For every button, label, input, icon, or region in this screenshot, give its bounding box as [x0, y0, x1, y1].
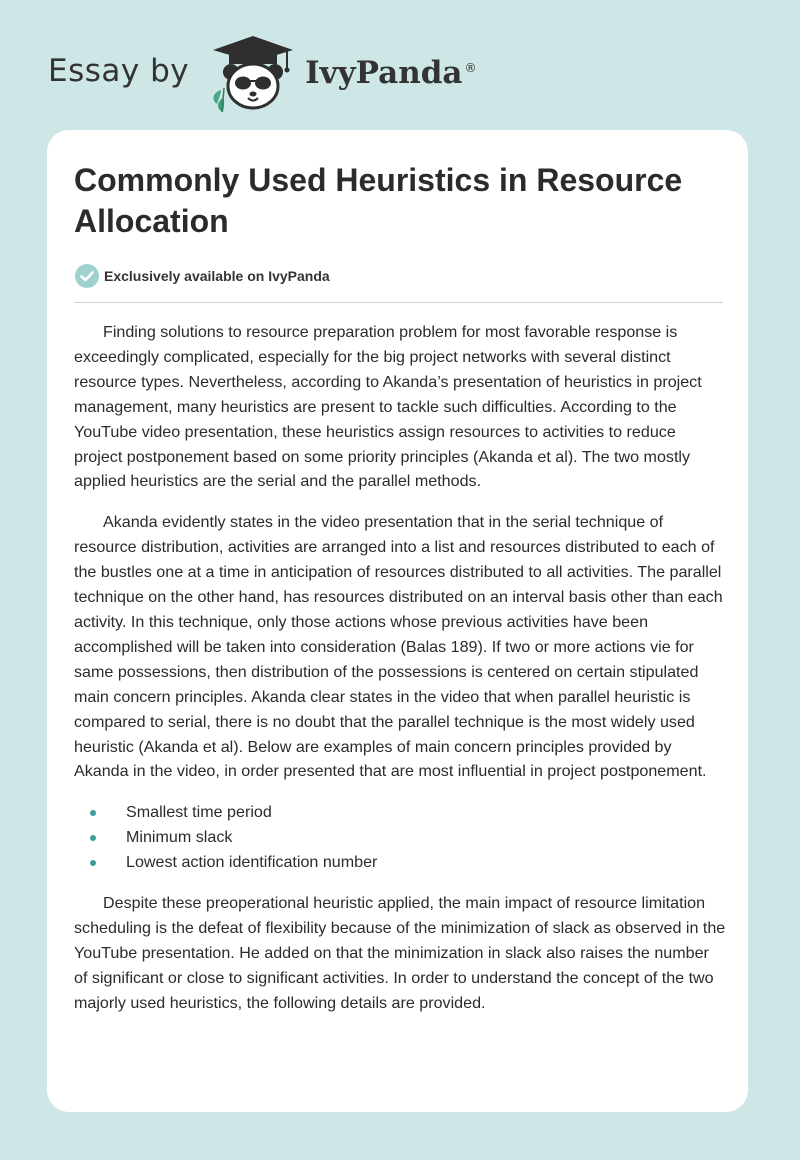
- paragraph: Akanda evidently states in the video presentation that in the serial technique of resource distribution, activities are arranged into a list and resources distributed to each of the bustles one at a time in anticipation of resources distributed to all activities. The parallel technique on the other hand, has resources distributed on an interval basis other than each activity. In this technique, only those actions whose previous activities have been accomplished will be taken into consideration (Balas 189). If two or more actions vie for same possessions, then distribution of the possessions is centered on certain stipulated main concern principles. Akanda clear states in the video that when parallel heuristic is compared to serial, there is no doubt that the parallel technique is the most widely used heuristic (Akanda et al). Below are examples of main concern principles provided by Akanda in the video, in order presented that are most influential in project postponement.: [74, 513, 723, 781]
- brand-name: [305, 55, 476, 91]
- bullet-icon: [90, 835, 96, 841]
- exclusive-badge: [74, 263, 330, 289]
- paragraph: Finding solutions to resource preparation problem for most favorable response is exceedingly complicated, especially for the big project networks with several distinct resource types. Nevertheless, according to Akanda’s presentation of heuristics in project management, many heuristics are present to tackle such difficulties. According to the YouTube video presentation, these heuristics assign resources to activities to reduce project postponement based on some priority principles (Akanda et al). The two mostly applied heuristics are the serial and the parallel methods.: [74, 323, 702, 491]
- list-item-text: Lowest action identification number: [126, 853, 378, 872]
- article-body: [74, 320, 726, 1032]
- check-circle-icon: [74, 263, 100, 289]
- brand-prefix: Essay by: [48, 53, 190, 89]
- registered-mark: ®: [464, 60, 477, 75]
- bullet-list: [74, 800, 726, 875]
- paragraph: Despite these preoperational heuristic applied, the main impact of resource limitation scheduling is the defeat of flexibility because of the minimization of slack as observed in the YouTube presentation. He added on that the minimization in slack also raises the number of significant or close to significant activities. In order to understand the concept of the two majorly used heuristics, the following details are provided.: [74, 894, 726, 1012]
- divider: [74, 302, 723, 303]
- brand-header: [48, 34, 477, 114]
- list-item: [74, 800, 726, 825]
- bullet-icon: [90, 810, 96, 816]
- page-title: Commonly Used Heuristics in Resource Allocation: [74, 162, 683, 239]
- list-item-text: Minimum slack: [126, 828, 233, 847]
- brand-name-text: IvyPanda: [305, 55, 463, 91]
- article-card: [47, 130, 748, 1112]
- exclusive-label: Exclusively available on IvyPanda: [104, 268, 330, 284]
- list-item: [74, 850, 726, 875]
- list-item-text: Smallest time period: [126, 803, 272, 822]
- bullet-icon: [90, 860, 96, 866]
- list-item: [74, 825, 726, 850]
- panda-graduate-icon: [207, 34, 299, 114]
